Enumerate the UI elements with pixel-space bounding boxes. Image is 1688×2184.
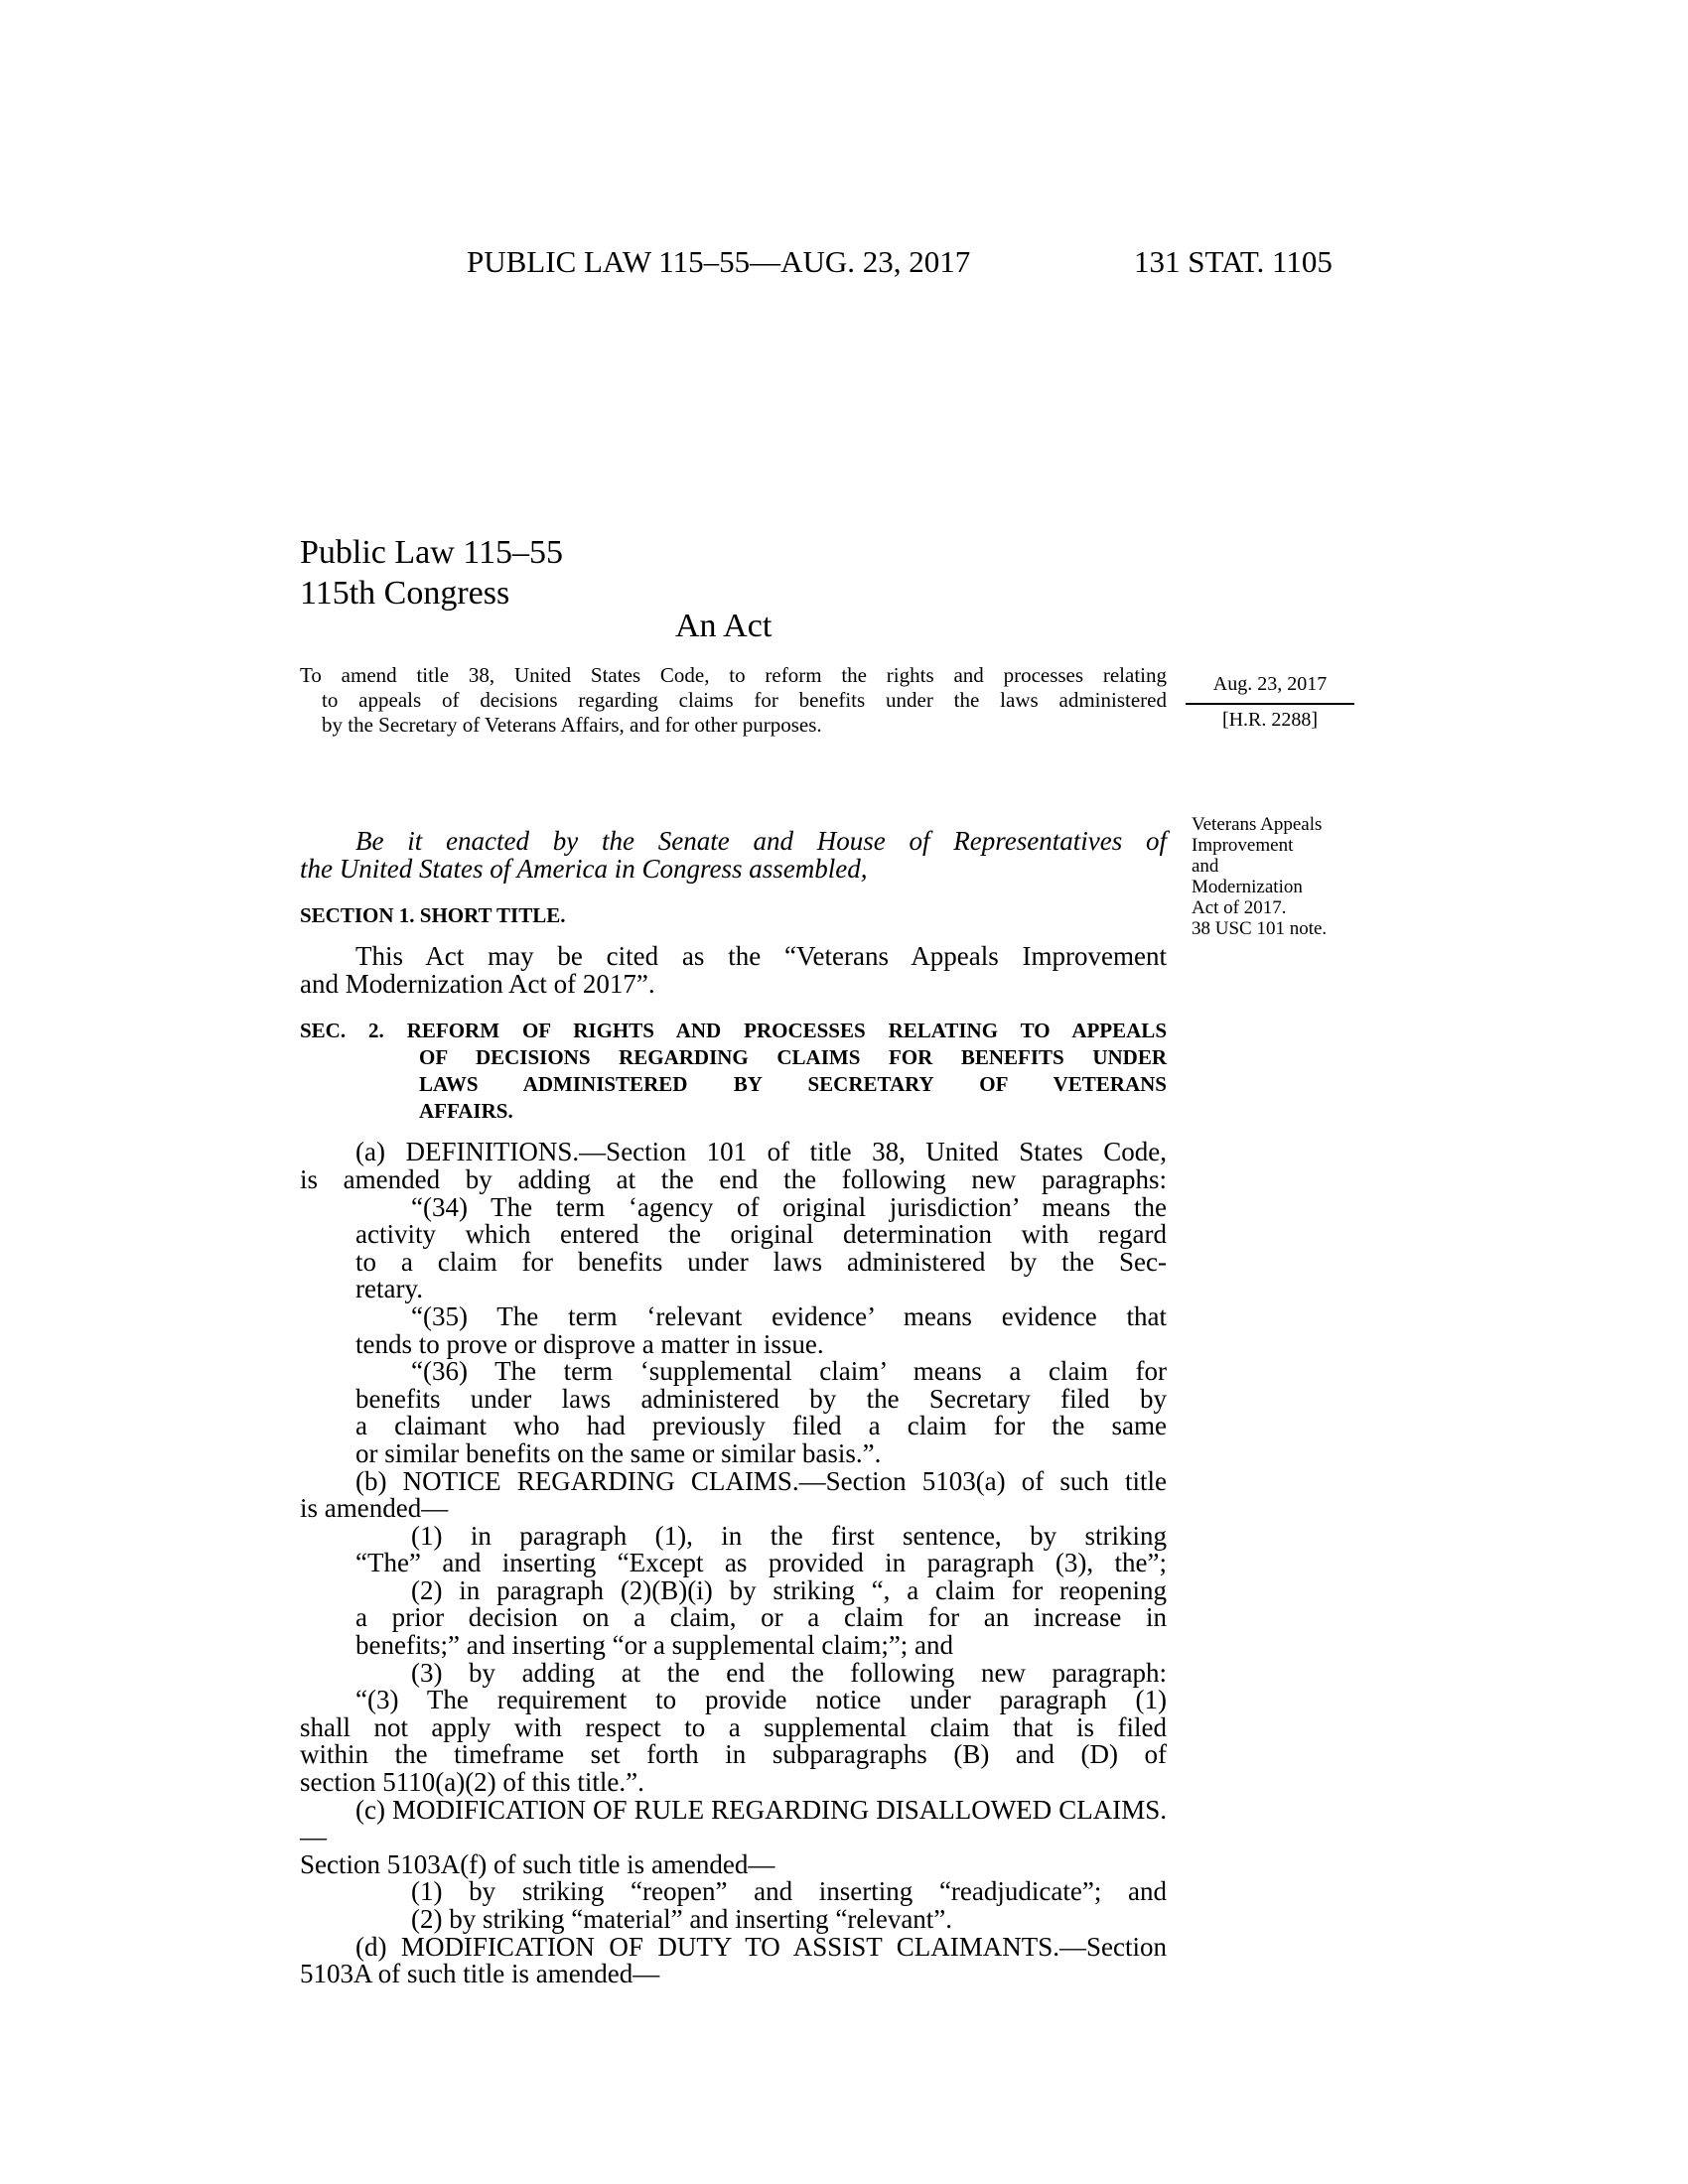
purpose-paragraph [300,663,1167,738]
paragraph-35: “(35) The term ‘relevant evidence’ means evidence that [411,1300,1167,1331]
subsection-c-line: Section 5103A(f) of such title is amended— [300,1848,775,1879]
subsection-b-item-1-line: “The” and inserting “Except as provided in paragraph (3), the”; [355,1548,1167,1578]
subsection-d: (d) MODIFICATION OF DUTY TO ASSIST CLAIMANTS.—Section [355,1931,1167,1962]
purpose-line: To amend title 38, United States Code, to reform the rights and processes relating [300,663,1167,687]
subsection-b-item-1: (1) in paragraph (1), in the first sentence, by striking [411,1520,1167,1551]
side-note-line: Modernization [1192,877,1303,897]
paragraph-36-line: benefits under laws administered by the Secretary filed by [355,1383,1167,1414]
short-title-text: This Act may be cited as the “Veterans Appeals Improvement [355,941,1167,972]
subsection-a-line: is amended by adding at the end the following new paragraphs: [300,1163,1167,1194]
side-note-line: Act of 2017. [1192,897,1287,918]
enacting-clause: the United States of America in Congress assembled, [300,853,868,884]
subsection-c: (c) MODIFICATION OF RULE REGARDING DISALLOWED CLAIMS.— [300,1794,1167,1852]
short-title-text: and Modernization Act of 2017”. [300,968,655,999]
enacting-clause: Be it enacted by the Senate and House of Representatives of [355,826,1167,856]
paragraph-36-line: a claimant who had previously filed a claim for the same [355,1411,1167,1441]
running-header-page: 131 STAT. 1105 [1134,244,1333,279]
subsection-b-item-2-line: a prior decision on a claim, or a claim for an increase in [355,1602,1167,1633]
paragraph-36: “(36) The term ‘supplemental claim’ means a claim for [411,1356,1167,1387]
paragraph-34: “(34) The term ‘agency of original jurisdiction’ means the [411,1191,1167,1222]
section-2-heading-line: SEC. 2. REFORM OF RIGHTS AND PROCESSES RELATING TO APPEALS [300,1019,1167,1043]
subsection-a: (a) DEFINITIONS.—Section 101 of title 38, United States Code, [355,1137,1167,1167]
document-body [300,828,1167,1988]
section-2-heading [300,1018,1167,1125]
margin-rule [1186,703,1354,705]
running-header-left: PUBLIC LAW 115–55—AUG. 23, 2017 [467,244,971,279]
quoted-paragraph-3-line: within the timeframe set forth in subparagraphs (B) and (D) of [300,1739,1167,1770]
subsection-b-item-2: (2) in paragraph (2)(B)(i) by striking “, a claim for reopening [411,1574,1167,1605]
purpose-line: by the Secretary of Veterans Affairs, and for other purposes. [322,713,822,737]
section-2-heading-line: AFFAIRS. [419,1099,513,1124]
paragraph-35-line: tends to prove or disprove a matter in issue. [355,1328,824,1359]
paragraph-34-line: to a claim for benefits under laws administered by the Sec- [355,1246,1167,1277]
subsection-b-item-2-line: benefits;” and inserting “or a supplemental claim;”; and [355,1630,954,1661]
subsection-b-line: is amended— [300,1493,449,1524]
subsection-d-line: 5103A of such title is amended— [300,1959,660,1989]
an-act-heading: An Act [675,608,773,644]
side-note-line: Veterans Appeals [1192,814,1323,835]
subsection-c-item-2: (2) by striking “material” and inserting “relevant”. [411,1904,953,1934]
side-note-line: Improvement [1192,835,1294,856]
subsection-b: (b) NOTICE REGARDING CLAIMS.—Section 5103(a) of such title [355,1465,1167,1496]
side-note-line: 38 USC 101 note. [1192,918,1328,939]
congress-number: 115th Congress [300,575,510,612]
public-law-number: Public Law 115–55 [300,534,564,571]
side-note-line: and [1192,856,1219,877]
quoted-paragraph-3-line: section 5110(a)(2) of this title.”. [300,1767,644,1798]
section-2-heading-line: LAWS ADMINISTERED BY SECRETARY OF VETERANS [419,1072,1167,1097]
subsection-c-item-1: (1) by striking “reopen” and inserting “readjudicate”; and [411,1876,1167,1907]
margin-side-note [1192,814,1360,939]
section-2-heading-line: OF DECISIONS REGARDING CLAIMS FOR BENEFITS UNDER [419,1045,1167,1070]
quoted-paragraph-3: “(3) The requirement to provide notice under paragraph (1) [355,1685,1167,1715]
section-1-heading: SECTION 1. SHORT TITLE. [300,903,566,928]
purpose-line: to appeals of decisions regarding claims for benefits under the laws administered [322,688,1167,712]
law-title-block [300,532,563,614]
quoted-paragraph-3-line: shall not apply with respect to a supplemental claim that is filed [300,1711,1167,1742]
paragraph-34-line: activity which entered the original determination with regard [355,1219,1167,1250]
paragraph-36-line: or similar benefits on the same or similar basis.”. [355,1437,882,1468]
margin-date: Aug. 23, 2017 [1212,673,1328,695]
paragraph-34-line: retary. [355,1274,423,1304]
subsection-b-item-3: (3) by adding at the end the following new paragraph: [411,1657,1167,1688]
margin-bill-number: [H.R. 2288] [1221,709,1319,731]
